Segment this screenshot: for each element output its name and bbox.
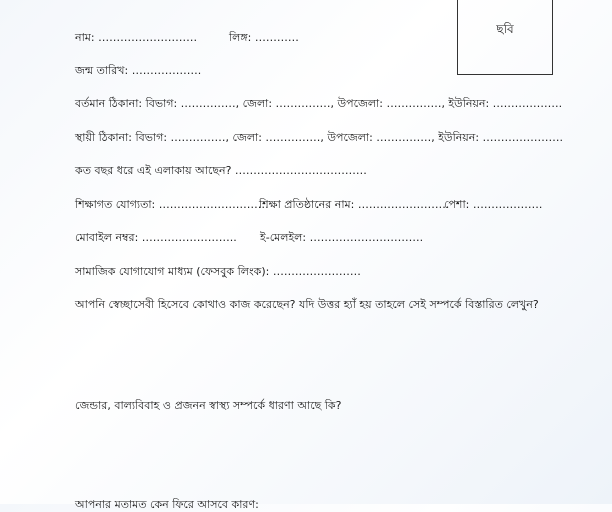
present-address-field: বর্তমান ঠিকানা: বিভাগ: ……………, জেলা: ……………, উপজেলা: ……………, ইউনিয়ন: ………………. (75, 97, 563, 110)
permanent-address-field: স্থায়ী ঠিকানা: বিভাগ: ……………, জেলা: ……………, উপজেলা: ……………, ইউনিয়ন: …………………. (75, 131, 564, 144)
photo-label: ছবি (496, 22, 514, 36)
name-field: নাম: ……………………… (75, 31, 198, 44)
years-in-area-field: কত বছর ধরে এই এলাকায় আছেন? ……………………………… (75, 164, 367, 177)
profession-field: পেশা: ………………. (444, 198, 543, 211)
gender-field: লিঙ্গ: ………… (229, 31, 299, 44)
cut-off-line: আপনার মতামত কেন ফিরে আসবে কারণ: (75, 498, 259, 511)
education-field: শিক্ষাগত যোগ্যতা: ………………………… (75, 198, 269, 211)
social-media-field: সামাজিক যোগাযোগ মাধ্যম (ফেসবুক লিংক): …………………… (75, 265, 361, 278)
institution-field: শিক্ষা প্রতিষ্ঠানের নাম: …………………… (259, 198, 446, 211)
gender-knowledge-question: জেন্ডার, বাল্যবিবাহ ও প্রজনন স্বাস্থ্য সম্পর্কে ধারণা আছে কি? (75, 399, 342, 412)
mobile-field: মোবাইল নম্বর: …………………….. (75, 231, 237, 244)
photo-box (457, 0, 553, 75)
dob-field: জন্ম তারিখ: ………………. (75, 64, 202, 77)
volunteer-question: আপনি স্বেচ্ছাসেবী হিসেবে কোথাও কাজ করেছেন? যদি উত্তর হ্যাঁ হয় তাহলে সেই সম্পর্কে বিস্তারিত লেখুন? (75, 298, 539, 311)
email-field: ই-মেলইল: …………………………. (260, 231, 424, 244)
